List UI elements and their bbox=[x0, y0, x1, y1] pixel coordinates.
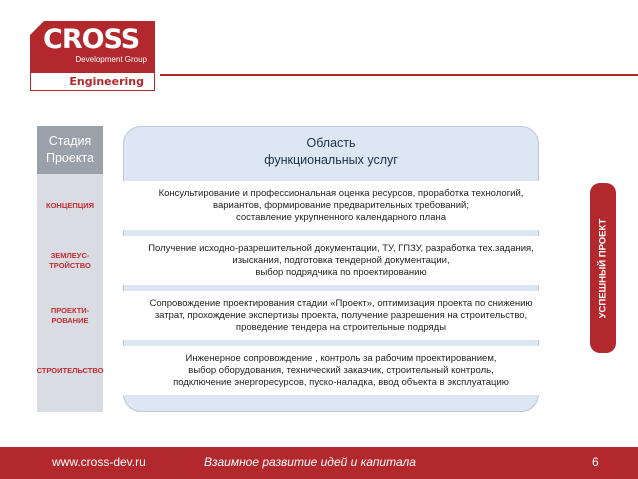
website-link[interactable]: www.cross-dev.ru bbox=[52, 455, 146, 469]
stage-services-text: Инженерное сопровождение , контроль за рабочим проектированием, выбор оборудования, технический заказчик, строительный контроль, подключение энергоресурсов, пуско-наладка, ввод объекта в эксплуатацию bbox=[113, 346, 569, 395]
logo-red-block bbox=[30, 21, 155, 72]
stage-services-text: Консультирование и профессиональная оценка ресурсов, проработка технологий, вариантов, формирование предварительных требований; составление укрупненного календарного плана bbox=[113, 181, 569, 230]
stage-row bbox=[37, 291, 569, 340]
stage-column-header: Стадия Проекта bbox=[37, 126, 103, 174]
stage-services-text: Сопровождение проектирования стадии «Проект», оптимизация проекта по снижению затрат, прохождение экспертизы проекта, получение разрешения на строительство, проведение тендера на строительные подряды bbox=[113, 291, 569, 340]
stage-label: КОНЦЕПЦИЯ bbox=[37, 181, 103, 230]
logo-notch bbox=[30, 21, 44, 35]
page-number: 6 bbox=[592, 455, 599, 469]
stage-row bbox=[37, 236, 569, 285]
service-area-header: Область функциональных услуг bbox=[264, 136, 398, 167]
stage-row bbox=[37, 346, 569, 395]
successful-project-label: УСПЕШНЫЙ ПРОЕКТ bbox=[597, 218, 609, 318]
stage-services-text: Получение исходно-разрешительной документации, ТУ, ГПЗУ, разработка тех.задания, изыскания, подготовка тендерной документации, выбор подрядчика по проектированию bbox=[113, 236, 569, 285]
stage-row bbox=[37, 181, 569, 230]
footer-slogan: Взаимное развитие идей и капитала bbox=[204, 455, 416, 469]
stage-label: ПРОЕКТИ- РОВАНИЕ bbox=[37, 291, 103, 340]
stage-label: СТРОИТЕЛЬСТВО bbox=[37, 346, 103, 395]
stage-label: ЗЕМЛЕУС- ТРОЙСТВО bbox=[37, 236, 103, 285]
header-divider bbox=[160, 74, 638, 76]
logo-subtitle: Development Group bbox=[75, 55, 147, 64]
logo-division: Engineering bbox=[69, 75, 144, 88]
logo-division-strip bbox=[30, 72, 155, 91]
successful-project-label-wrap bbox=[590, 183, 616, 353]
company-logo bbox=[30, 21, 155, 91]
logo-wordmark: CROSS bbox=[43, 24, 140, 55]
